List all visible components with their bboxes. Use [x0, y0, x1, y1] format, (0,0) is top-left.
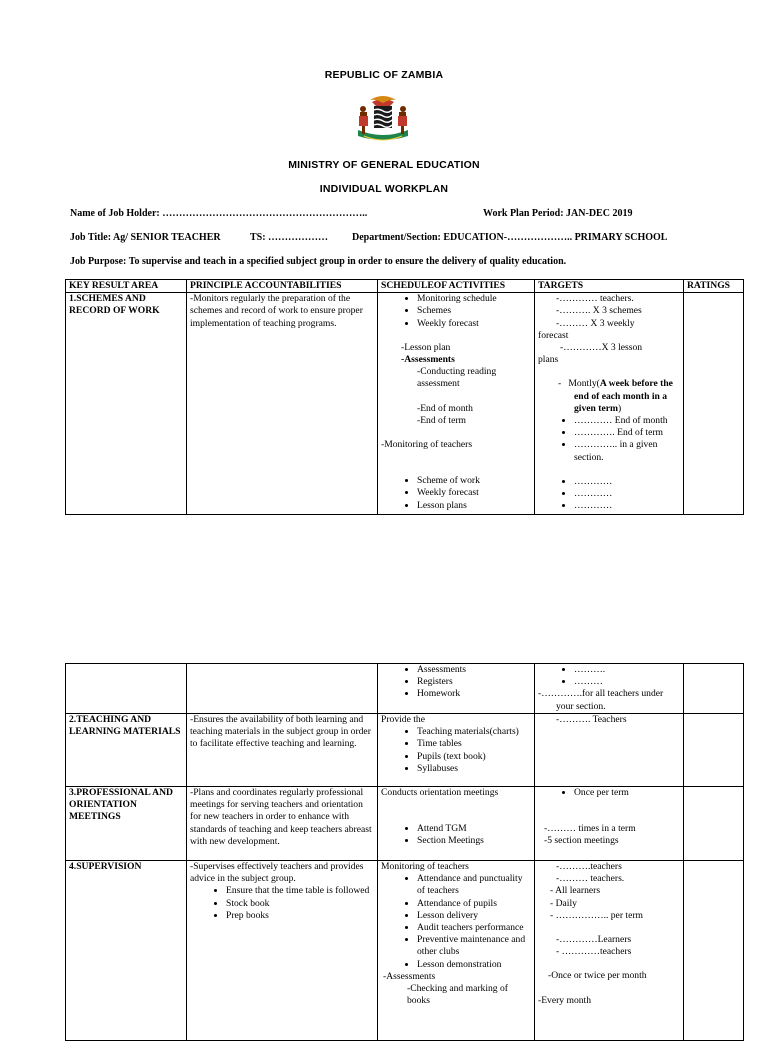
- schedule-cell: [378, 714, 535, 787]
- kra-cell: 1.SCHEMES AND RECORD OF WORK: [66, 293, 187, 515]
- list-item: • …………: [574, 500, 680, 512]
- job-title: Job Title: Ag/ SENIOR TEACHER: [70, 232, 221, 243]
- schedule-cell: [378, 664, 535, 714]
- list-item: • …………: [574, 476, 680, 488]
- target-text: -………. X 3 schemes: [556, 305, 642, 317]
- list-item: • Schemes: [417, 305, 531, 317]
- republic-heading: REPUBLIC OF ZAMBIA: [324, 69, 444, 81]
- ratings-cell: [684, 293, 744, 515]
- monitoring-teachers-text: -Monitoring of teachers: [381, 439, 473, 451]
- workplan-table-2: [65, 663, 744, 1041]
- list-item: • ………….. in a given section.: [574, 439, 680, 463]
- list-item: • Preventive maintenance and other clubs: [417, 934, 531, 958]
- accountability-cell: -Monitors regularly the preparation of the schemes and record of work to ensure proper implementation of teaching programs.: [187, 293, 378, 515]
- target-text: -……… X 3 weekly: [556, 317, 635, 329]
- header-targets: TARGETS: [535, 280, 684, 293]
- list-item: • Attendance and punctuality of teachers: [417, 873, 531, 897]
- table-row: [66, 714, 744, 787]
- schedule-cell: [378, 293, 535, 515]
- table-row: [66, 787, 744, 861]
- assessments-text: -Assessments: [401, 354, 455, 366]
- checking-marking-text: -Checking and marking of books: [407, 983, 508, 1007]
- target-text: forecast: [538, 329, 569, 341]
- accountability-cell: [187, 664, 378, 714]
- list-item: • Assessments: [417, 664, 531, 676]
- list-item: • ………… End of month: [574, 415, 680, 427]
- header-schedule-of-activities: SCHEDULEOF ACTIVITIES: [378, 280, 535, 293]
- kra-cell: [66, 664, 187, 714]
- list-item: • Once per term: [574, 787, 680, 799]
- list-item: • Lesson delivery: [417, 910, 531, 922]
- list-item: • Scheme of work: [417, 475, 531, 487]
- list-item: • Time tables: [417, 738, 531, 750]
- lesson-plan-text: -Lesson plan: [401, 341, 451, 353]
- department-section: Department/Section: EDUCATION-……………….. PRIMARY SCHOOL: [352, 232, 668, 243]
- table-row: [66, 664, 744, 714]
- targets-cell: [535, 293, 684, 515]
- schedule-cell: [378, 861, 535, 1041]
- targets-cell: [535, 861, 684, 1041]
- target-text: - …………teachers: [556, 946, 632, 958]
- list-item: • Ensure that the time table is followed: [226, 885, 374, 897]
- target-text: -…………X 3 lesson: [560, 342, 643, 354]
- schedule-text: Monitoring of teachers: [381, 861, 469, 872]
- target-text: plans: [538, 354, 559, 366]
- list-item: • Attend TGM: [417, 823, 531, 835]
- targets-cell: [535, 714, 684, 787]
- ratings-cell: [684, 714, 744, 787]
- monthly-target: - Montly(A week before the end of each month in a given term): [558, 378, 673, 414]
- list-item: • …………. End of term: [574, 427, 680, 439]
- list-item: • Attendance of pupils: [417, 898, 531, 910]
- end-of-month-text: -End of month: [417, 402, 473, 414]
- list-item: • Prep books: [226, 910, 374, 922]
- schedule-text: Provide the: [381, 714, 425, 725]
- montly-suffix: ): [617, 402, 622, 414]
- target-text: -Once or twice per month: [548, 970, 647, 982]
- target-text: -……… teachers.: [556, 873, 625, 885]
- job-purpose: Job Purpose: To supervise and teach in a specified subject group in order to ensure the delivery of quality education.: [70, 256, 567, 267]
- list-item: • Registers: [417, 676, 531, 688]
- list-item: • Pupils (text book): [417, 751, 531, 763]
- kra-cell: 2.TEACHING AND LEARNING MATERIALS: [66, 714, 187, 787]
- list-item: • Lesson demonstration: [417, 959, 531, 971]
- targets-cell: [535, 664, 684, 714]
- schedule-text: [381, 983, 531, 1007]
- workplan-table-1: [65, 279, 744, 515]
- end-of-term-text: -End of term: [417, 414, 467, 426]
- list-item: • Homework: [417, 688, 531, 700]
- list-item: • ……….: [574, 664, 680, 676]
- kra-cell: 3.PROFESSIONAL AND ORIENTATION MEETINGS: [66, 787, 187, 861]
- coat-of-arms-emblem: [350, 94, 416, 148]
- list-item: • Syllabuses: [417, 763, 531, 775]
- list-item: • …………: [574, 488, 680, 500]
- header-key-result-area: KEY RESULT AREA: [66, 280, 187, 293]
- list-item: • Teaching materials(charts): [417, 726, 531, 738]
- target-text: -……… times in a term: [544, 823, 636, 835]
- accountability-cell: [187, 861, 378, 1041]
- table-header-row: [66, 280, 744, 293]
- job-holder-name: Name of Job Holder: ……………………………………………………..: [70, 208, 368, 219]
- list-item: • ………: [574, 676, 680, 688]
- schedule-cell: [378, 787, 535, 861]
- ratings-cell: [684, 664, 744, 714]
- ts-field: TS: ………………: [250, 232, 329, 243]
- reading-assessment-text: -Conducting reading assessment: [417, 366, 497, 390]
- list-item: - Daily: [560, 898, 680, 910]
- table-row: [66, 861, 744, 1041]
- montly-prefix: Montly(: [568, 378, 600, 390]
- list-item: • Audit teachers performance: [417, 922, 531, 934]
- accountability-cell: -Ensures the availability of both learning and teaching materials in the subject group in order to facilitate effective teaching and learning.: [187, 714, 378, 787]
- ratings-cell: [684, 787, 744, 861]
- list-item: • Lesson plans: [417, 500, 531, 512]
- accountability-text: -Supervises effectively teachers and provides advice in the subject group.: [190, 861, 364, 885]
- accountability-cell: -Plans and coordinates regularly professional meetings for serving teachers and orientation for new teachers in order to enhance with standards of teaching and keep teachers abreast with new development.: [187, 787, 378, 861]
- list-item: • Weekly forecast: [417, 318, 531, 330]
- target-text: -Every month: [538, 994, 592, 1006]
- list-item: - …………….. per term: [560, 910, 680, 922]
- target-text: -………….for all teachers under your section.: [538, 688, 664, 712]
- target-text: -………. Teachers: [556, 714, 627, 725]
- ratings-cell: [684, 861, 744, 1041]
- targets-cell: [535, 787, 684, 861]
- table-row: [66, 293, 744, 515]
- list-item: • Weekly forecast: [417, 487, 531, 499]
- workplan-title: INDIVIDUAL WORKPLAN: [319, 183, 449, 195]
- list-item: • Stock book: [226, 898, 374, 910]
- header-ratings: RATINGS: [684, 280, 744, 293]
- list-item: • Section Meetings: [417, 835, 531, 847]
- work-plan-period: Work Plan Period: JAN-DEC 2019: [483, 208, 633, 219]
- target-text: -5 section meetings: [544, 835, 619, 847]
- schedule-text: -Assessments: [383, 970, 436, 982]
- list-item: - All learners: [560, 885, 680, 897]
- list-item: • Monitoring schedule: [417, 293, 531, 305]
- header-principle-accountabilities: PRINCIPLE ACCOUNTABILITIES: [187, 280, 378, 293]
- ministry-heading: MINISTRY OF GENERAL EDUCATION: [288, 159, 480, 171]
- montly-bold: A week before the end of each month in a given term: [574, 378, 673, 414]
- kra-cell: 4.SUPERVISION: [66, 861, 187, 1041]
- target-text: -……….teachers: [556, 861, 622, 872]
- target-text: -………… teachers.: [556, 293, 634, 305]
- schedule-text: Conducts orientation meetings: [381, 787, 499, 798]
- target-text: -…………Learners: [556, 934, 632, 946]
